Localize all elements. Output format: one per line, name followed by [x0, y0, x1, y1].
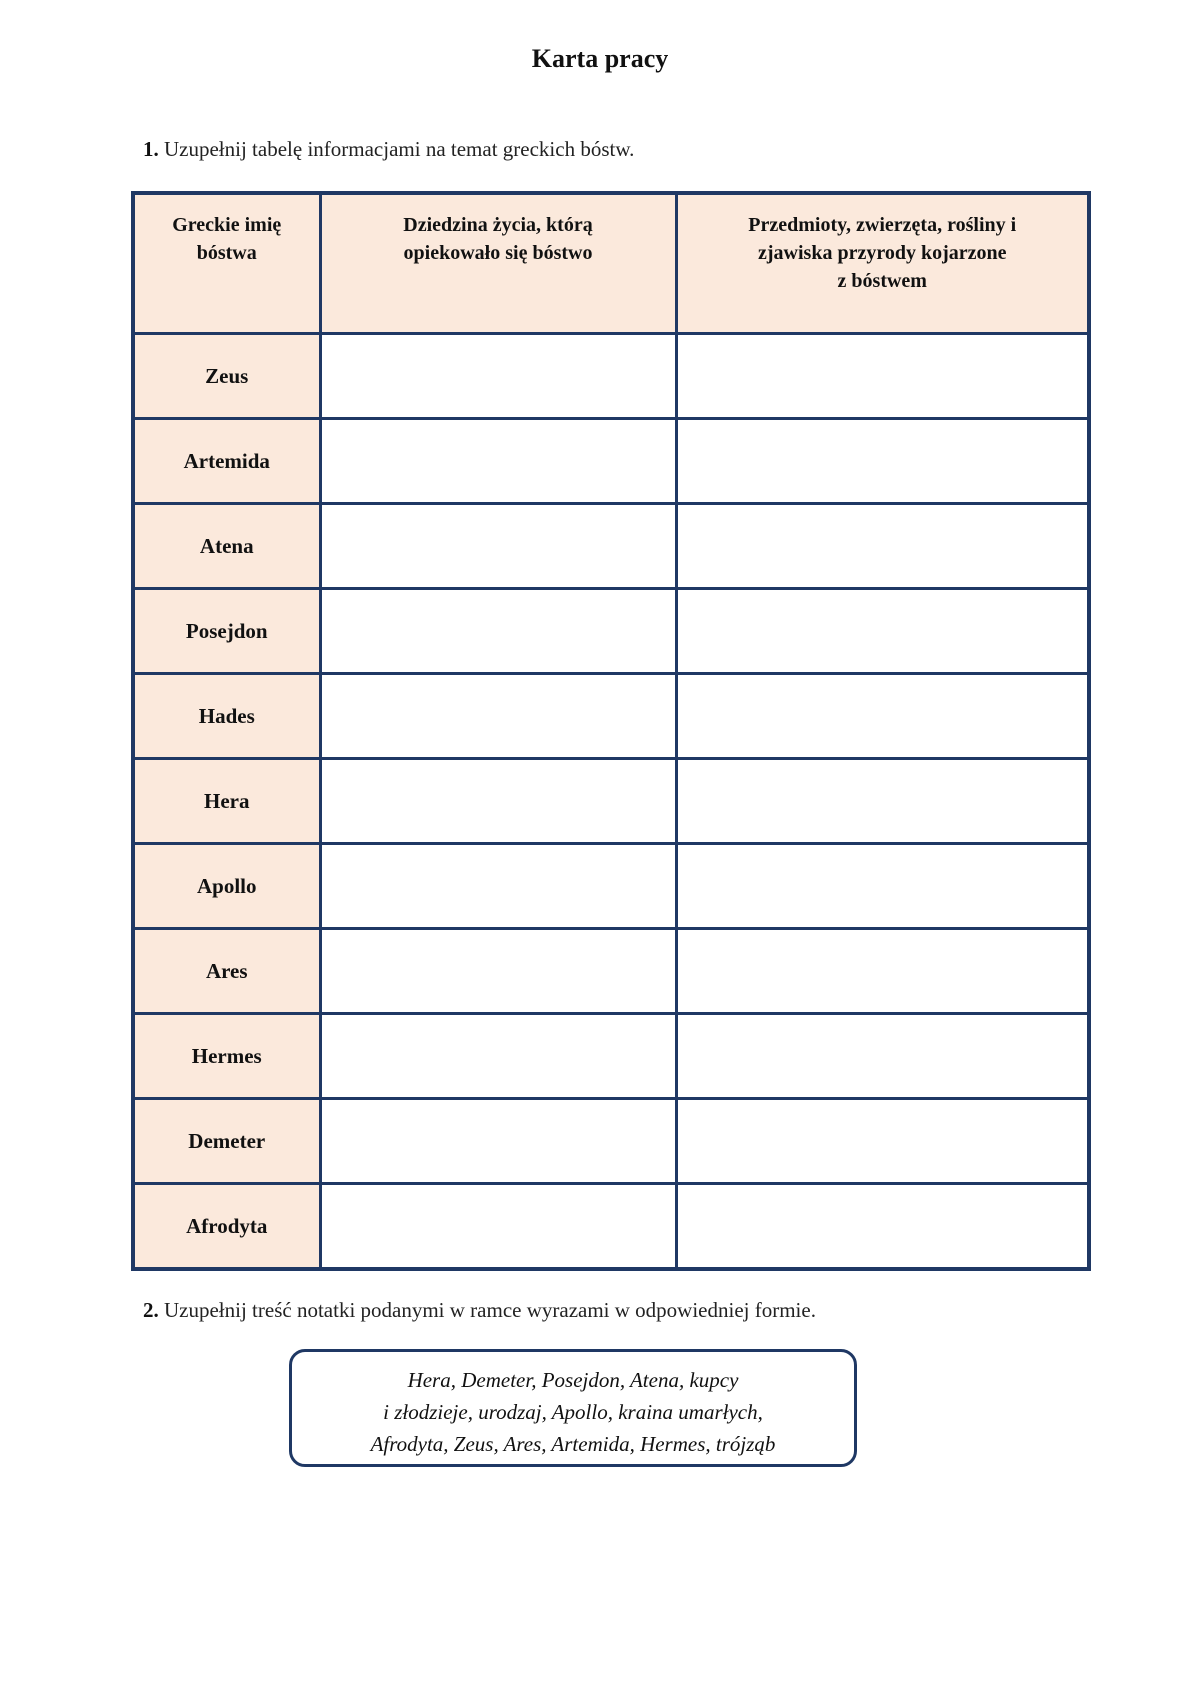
page-title: Karta pracy — [531, 44, 669, 73]
table-row — [133, 844, 1089, 929]
word-bank-line: i złodzieje, urodzaj, Apollo, kraina umarłych, — [383, 1400, 763, 1424]
header-domain — [320, 193, 676, 334]
god-name-cell: Hermes — [133, 1014, 320, 1099]
table-row — [133, 674, 1089, 759]
attributes-cell[interactable] — [676, 419, 1089, 504]
header-line: Dziedzina życia, którą — [403, 214, 593, 236]
domain-cell[interactable] — [320, 844, 676, 929]
header-line: bóstwa — [196, 242, 257, 264]
domain-cell[interactable] — [320, 504, 676, 589]
table-body — [133, 334, 1089, 1270]
table-row — [133, 1184, 1089, 1270]
word-bank-line: Afrodyta, Zeus, Ares, Artemida, Hermes, trójząb — [370, 1432, 776, 1456]
god-name-cell: Demeter — [133, 1099, 320, 1184]
header-line: opiekowało się bóstwo — [403, 242, 593, 264]
table-row — [133, 1099, 1089, 1184]
task-2-number: 2. — [143, 1298, 159, 1322]
god-name-cell: Afrodyta — [133, 1184, 320, 1270]
attributes-cell[interactable] — [676, 1184, 1089, 1270]
attributes-cell[interactable] — [676, 759, 1089, 844]
word-bank-box — [289, 1349, 857, 1467]
domain-cell[interactable] — [320, 1184, 676, 1270]
domain-cell[interactable] — [320, 759, 676, 844]
attributes-cell[interactable] — [676, 504, 1089, 589]
table-row — [133, 334, 1089, 419]
task-1-number: 1. — [143, 137, 159, 161]
table-row — [133, 504, 1089, 589]
domain-cell[interactable] — [320, 1014, 676, 1099]
header-line: zjawiska przyrody kojarzone — [758, 242, 1007, 264]
god-name-cell: Atena — [133, 504, 320, 589]
domain-cell[interactable] — [320, 334, 676, 419]
domain-cell[interactable] — [320, 589, 676, 674]
god-name-cell: Hades — [133, 674, 320, 759]
attributes-cell[interactable] — [676, 844, 1089, 929]
domain-cell[interactable] — [320, 929, 676, 1014]
domain-cell[interactable] — [320, 1099, 676, 1184]
header-line: z bóstwem — [837, 270, 927, 292]
table-row — [133, 589, 1089, 674]
table-row — [133, 419, 1089, 504]
task-2-text: Uzupełnij treść notatki podanymi w ramce wyrazami w odpowiedniej formie. — [164, 1298, 816, 1322]
table-header-row — [133, 193, 1089, 334]
attributes-cell[interactable] — [676, 929, 1089, 1014]
header-attributes — [676, 193, 1089, 334]
gods-table — [131, 191, 1091, 1271]
header-god-name — [133, 193, 320, 334]
attributes-cell[interactable] — [676, 1014, 1089, 1099]
attributes-cell[interactable] — [676, 674, 1089, 759]
god-name-cell: Ares — [133, 929, 320, 1014]
god-name-cell: Hera — [133, 759, 320, 844]
task-1-instruction — [143, 137, 634, 162]
task-1-text: Uzupełnij tabelę informacjami na temat greckich bóstw. — [164, 137, 635, 161]
attributes-cell[interactable] — [676, 334, 1089, 419]
domain-cell[interactable] — [320, 674, 676, 759]
domain-cell[interactable] — [320, 419, 676, 504]
god-name-cell: Artemida — [133, 419, 320, 504]
word-bank-line: Hera, Demeter, Posejdon, Atena, kupcy — [407, 1368, 739, 1392]
god-name-cell: Zeus — [133, 334, 320, 419]
header-line: Przedmioty, zwierzęta, rośliny i — [748, 214, 1017, 236]
attributes-cell[interactable] — [676, 589, 1089, 674]
table-row — [133, 1014, 1089, 1099]
table-row — [133, 929, 1089, 1014]
task-2-instruction — [143, 1298, 816, 1323]
table-row — [133, 759, 1089, 844]
god-name-cell: Apollo — [133, 844, 320, 929]
god-name-cell: Posejdon — [133, 589, 320, 674]
header-line: Greckie imię — [172, 214, 282, 236]
attributes-cell[interactable] — [676, 1099, 1089, 1184]
